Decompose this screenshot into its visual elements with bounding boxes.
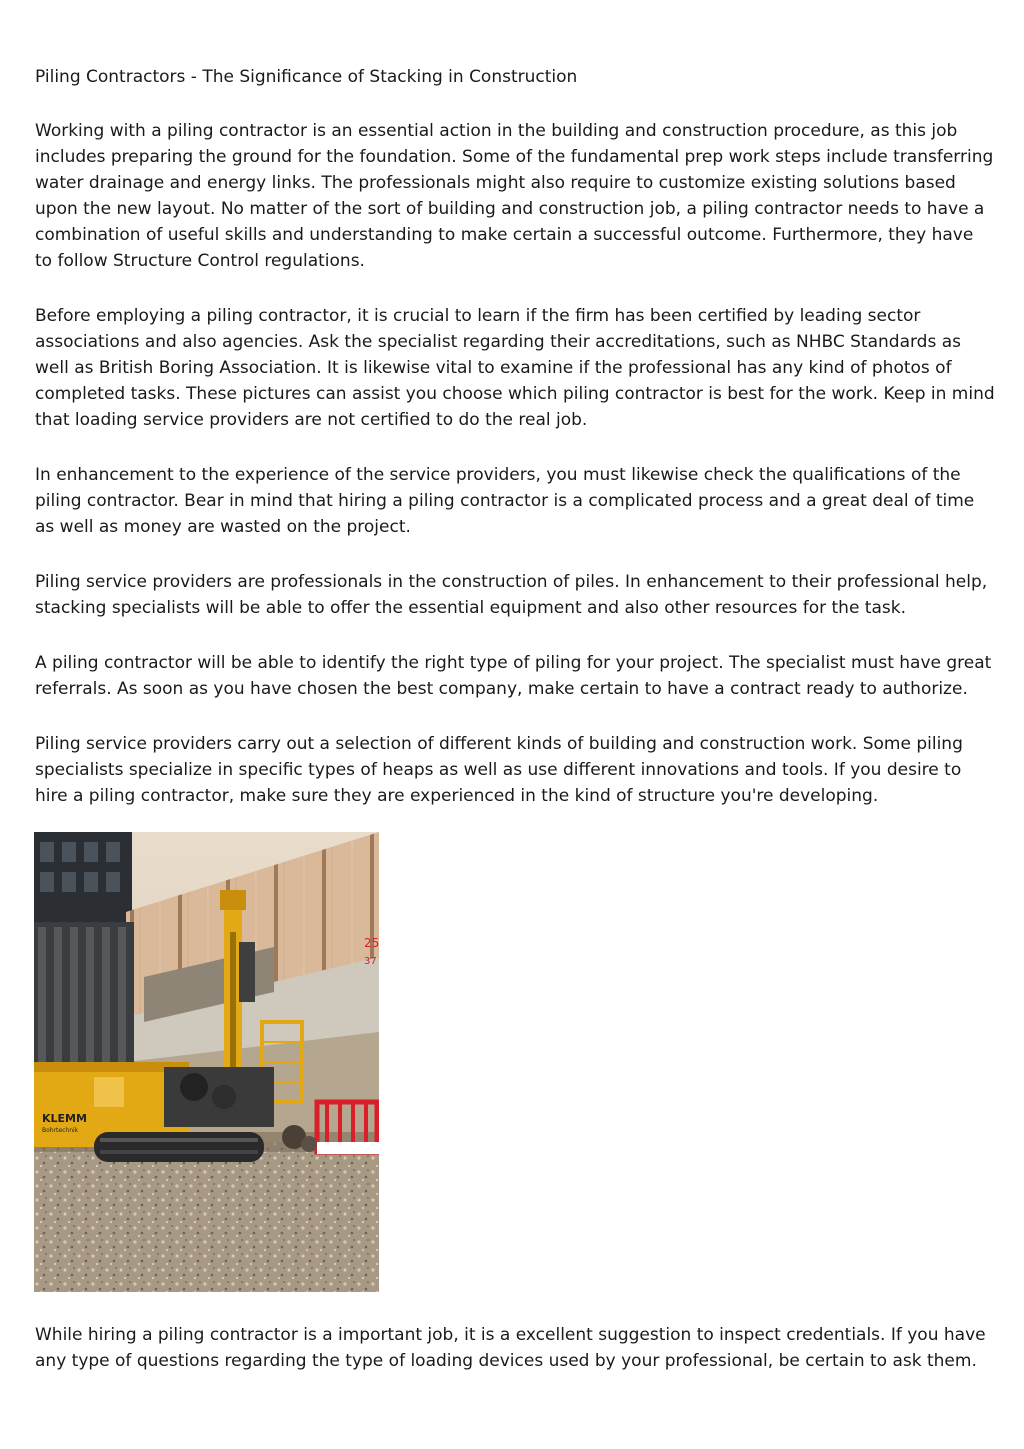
rig-tracks (94, 1132, 264, 1162)
closing-paragraph: While hiring a piling contractor is a important job, it is a excellent suggestion to inspect credentials. If you have any type of questions regarding the type of loading devices used by your professional, be certain to ask them. (35, 1325, 986, 1371)
construction-site-photo (34, 832, 379, 1292)
paragraph-2: Before employing a piling contractor, it is crucial to learn if the firm has been certified by leading sector associations and also agencies. Ask the specialist regarding their accreditations, such as NHBC Standards as well as British Boring Association. It is likewise vital to examine if the professional has any kind of photos of completed tasks. These pictures can assist you choose which piling contractor is best for the work. Keep in mind that loading service providers are not certified to do the real job. (35, 306, 995, 430)
rig-sub-label: Bohrtechnik (42, 1127, 79, 1134)
rig-brand-label: KLEMM (42, 1112, 87, 1125)
paragraph-5: A piling contractor will be able to identify the right type of piling for your project. The specialist must have great referrals. As soon as you have chosen the best company, make certain to have a contract ready to authorize. (35, 653, 992, 699)
wall-mark-2: 37 (364, 956, 377, 967)
paragraph-1: Working with a piling contractor is an essential action in the building and construction procedure, as this job includes preparing the ground for the foundation. Some of the fundamental prep work steps include transferring water drainage and energy links. The professionals might also require to customize existing solutions based upon the new layout. No matter of the sort of building and construction job, a piling contractor needs to have a combination of useful skills and understanding to make certain a successful outcome. Furthermore, they have to follow Structure Control regulations. (35, 121, 994, 271)
document-title: Piling Contractors - The Significance of Stacking in Construction (35, 67, 578, 87)
paragraph-4: Piling service providers are professionals in the construction of piles. In enhancement to their professional help, stacking specialists will be able to offer the essential equipment and also other resources for the task. (35, 572, 988, 618)
piling-rig-illustration (34, 832, 379, 1292)
paragraph-3: In enhancement to the experience of the service providers, you must likewise check the qualifications of the piling contractor. Bear in mind that hiring a piling contractor is a complicated process and a great deal of time as well as money are wasted on the project. (35, 465, 975, 537)
document-body (35, 64, 995, 838)
sheet-piles (34, 922, 134, 1072)
wall-mark-1: 25 (364, 936, 379, 950)
paragraph-6: Piling service providers carry out a selection of different kinds of building and construction work. Some piling specialists specialize in specific types of heaps as well as use different innovations and tools. If you desire to hire a piling contractor, make sure they are experienced in the kind of structure you're developing. (35, 734, 963, 806)
